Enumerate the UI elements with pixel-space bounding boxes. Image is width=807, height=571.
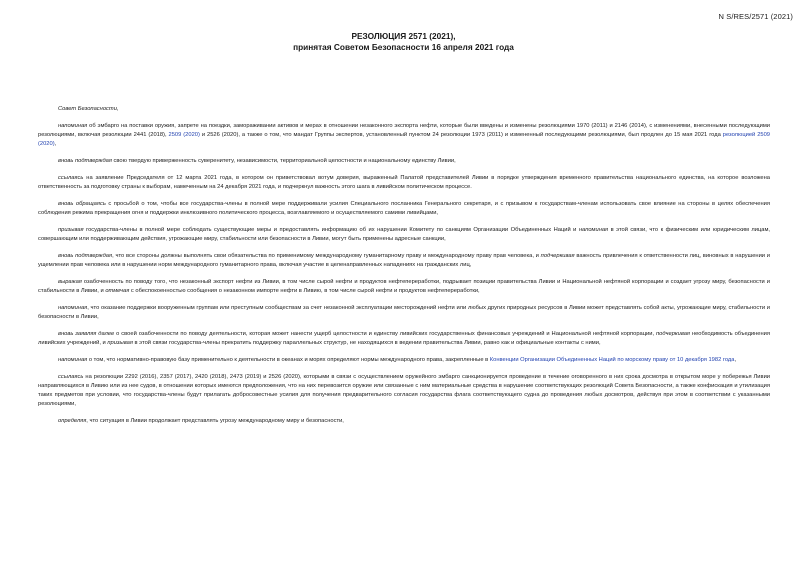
document-symbol: N S/RES/2571 (2021): [718, 12, 793, 21]
italic-lead: напоминая: [58, 304, 88, 311]
paragraph-text: государства-члены в полной мере соблюдать существующие меры и предоставлять информацию об их нарушении Комитету по санкциям Организации Объединенных Наций и: [83, 226, 579, 233]
paragraph-9: [38, 330, 770, 348]
paragraph-6: [38, 252, 770, 270]
paragraph-7: [38, 278, 770, 296]
paragraph-10: [38, 356, 770, 365]
paragraph-4: [38, 200, 770, 218]
italic-lead: определяя: [58, 418, 87, 424]
paragraph-text: на заявление Председателя от 12 марта 2021 года, в котором он приветствовал вотум доверия, выраженный Палатой представителей Ливии в порядке утверждения временного правительства национального единства, на которое возложена ответственность за подготовку страны к выборам, намеченным на 24 декабря 2021 года, и подчеркнул важность этого шага в ливийском политическом процессе.: [38, 174, 770, 190]
paragraph-1: [38, 122, 770, 150]
italic-lead: напоминая: [58, 122, 88, 129]
paragraph-text: о том, что нормативно-правовую базу применительно к деятельности в океанах и морях определяют нормы международного права, закрепленные в: [87, 356, 490, 363]
resolution-2509-link-2[interactable]: резолюцией 2509 (2020): [38, 132, 770, 148]
paragraph-text: ,: [734, 356, 737, 363]
italic-phrase: напоминая: [578, 226, 609, 233]
paragraph-text: о своей озабоченности по поводу деятельности, которая может нанести ущерб целостности и единству ливийских государственных финансовых учреждений и Национальной нефтяной корпорации,: [114, 330, 656, 337]
title-line-2: принятая Советом Безопасности 16 апреля 2021 года: [293, 42, 514, 52]
paragraph-addressee: [38, 105, 770, 114]
italic-phrase: призывая: [107, 340, 133, 346]
paragraph-5: [38, 226, 770, 244]
italic-lead: вновь подтверждая: [58, 158, 112, 164]
paragraph-text: и 2526 (2020), а также о том, что мандат Группы экспертов, установленный пунктом 24 резолюции 1973 (2011) и измененный последующими резолюциями, был продлен до 15 мая 2021 года: [199, 132, 723, 138]
italic-lead: вновь подтверждая: [58, 252, 113, 259]
paragraph-text: , что оказание поддержки вооруженным группам или преступным сообществам за счет незаконной эксплуатации месторождений нефти или любых других природных ресурсов в Ливии может представлять собой акты, угрожающие миру, стабильности и безопасности в Ливии,: [38, 304, 770, 320]
italic-phrase: подчеркивая: [540, 252, 575, 259]
paragraph-text: , что все стороны должны выполнять свои обязательства по применимому международному гуманитарному праву и международному праву прав человека, и: [112, 252, 541, 259]
paragraph-text: , что ситуация в Ливии продолжает представлять угрозу международному миру и безопасности,: [86, 418, 344, 424]
italic-lead: вновь заявляя далее: [58, 330, 115, 337]
paragraph-text: об эмбарго на поставки оружия, запрете на поездки, замораживании активов и мерах в отношении незаконного экспорта нефти, которые были введены и изменены резолюциями 1970 (2011) и 2146 (2014), с изменениями, внесенными последующими резолюциями, включая резолюции 2441 (2018),: [38, 122, 770, 138]
paragraph-12: [38, 417, 770, 426]
resolution-2509-link[interactable]: 2509 (2020): [168, 132, 200, 138]
paragraph-2: [38, 157, 770, 166]
document-body: [38, 105, 770, 434]
paragraph-text: с обеспокоенностью сообщения о незаконном импорте нефти в Ливию, в том числе сырой нефти и продуктов нефтепереработки,: [129, 288, 480, 294]
unclos-convention-link[interactable]: Конвенции Организации Объединенных Наций по морскому праву от 10 декабря 1982 года: [489, 356, 735, 363]
title-line-1: РЕЗОЛЮЦИЯ 2571 (2021),: [351, 31, 456, 41]
italic-lead: напоминая: [58, 356, 88, 363]
paragraph-8: [38, 304, 770, 322]
italic-lead: ссылаясь: [58, 373, 84, 380]
italic-lead: ссылаясь: [58, 174, 84, 181]
document-title: [0, 31, 807, 53]
paragraph-text: с просьбой о том, чтобы все государства-члены в полной мере поддерживали усилия Специального посланника Генерального секретаря, и с призывом к государствам-членам использовать свое влияние на стороны в целях обеспечения соблюдения режима прекращения огня и поддержки инклюзивного политического процесса, возглавляемого и осуществляемого самими ливийцами,: [38, 200, 770, 216]
paragraph-11: [38, 373, 770, 410]
italic-phrase: подчеркивая: [656, 330, 690, 337]
italic-lead: вновь обращаясь: [58, 200, 106, 207]
paragraph-3: [38, 174, 770, 192]
italic-lead: выражая: [58, 278, 82, 285]
paragraph-text: свою твердую приверженность суверенитету, независимости, территориальной целостности и национальному единству Ливии,: [111, 158, 456, 164]
paragraph-text: в этой связи государства-члены прекратить поддержку параллельных структур, не находящихся в ведении правительства Ливии, равно как и официальные контакты с ними,: [132, 340, 601, 346]
paragraph-text: ,: [54, 141, 57, 148]
italic-lead: призывая: [58, 226, 84, 233]
italic-phrase: отмечая: [105, 288, 130, 294]
paragraph-text: необходимость объединения ливийских учреждений, и: [38, 330, 771, 346]
paragraph-text: озабоченность по поводу того, что незаконный экспорт нефти из Ливии, в том числе сырой нефти и продуктов нефтепереработки, подрывает позиции правительства Ливии и Национальной нефтяной корпорации и создает угрозу миру, безопасности и стабильности в Ливии, и: [38, 278, 770, 294]
italic-lead: Совет Безопасности,: [58, 106, 119, 112]
paragraph-text: в этой связи, что к физическим или юридическим лицам, совершающим или поддерживающим действия, угрожающие миру, стабильности или безопасности в Ливии, могут быть применены адресные санкции,: [38, 226, 771, 242]
paragraph-text: на резолюции 2292 (2016), 2357 (2017), 2420 (2018), 2473 (2019) и 2526 (2020), которыми в связи с осуществлением оружейного эмбарго санкционируется проведение в течение оговоренного в них срока досмотра в открытом море у побережья Ливии направляющихся в Ливию или из нее судов, в отношении которых имеются предположения, что на них перевозится оружие или связанные с ним материальные средства в нарушение соответствующих резолюций Совета Безопасности, а также конфискация и утилизация таких предметов при условии, что государства-члены будут прилагать добросовестные усилия для получения предварительного согласия государства флага соответствующего судна до проведения любых досмотров, действуя при этом в соответствии с указанными резолюциями,: [38, 373, 770, 408]
paragraph-text: важность привлечения к ответственности лиц, виновных в нарушении и ущемлении прав человека или в нарушении норм международного гуманитарного права, включая участие в целенаправленных нападениях на гражданских лиц,: [38, 252, 770, 268]
